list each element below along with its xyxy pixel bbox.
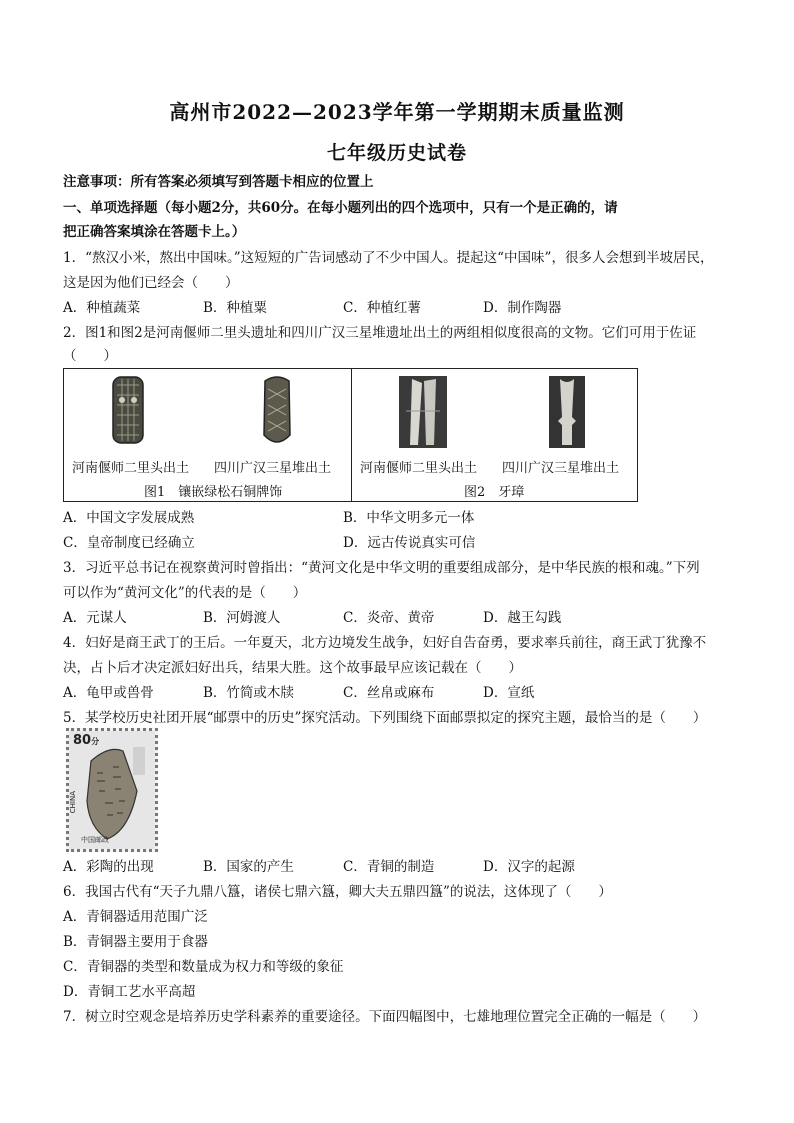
figure-divider: [351, 369, 352, 501]
q6-option-c: C．青铜器的类型和数量成为权力和等级的象征: [63, 959, 344, 975]
q3-option-d: D．越王勾践: [483, 610, 562, 626]
turquoise-plaque-erlitou-image: [110, 375, 146, 447]
stamp-country-en: CHINA: [69, 791, 77, 814]
q4-option-d: D．宣纸: [483, 685, 535, 701]
oracle-bone-image: [69, 731, 155, 849]
q4-option-b: B．竹简或木牍: [203, 685, 294, 701]
q6-stem-line1: 6．我国古代有“天子九鼎八簋，诸侯七鼎六簋，卿大夫五鼎四簋”的说法，这体现了（ ）: [63, 884, 612, 900]
q7-stem-line1: 7．树立时空观念是培养历史学科素养的重要途径。下面四幅图中，七雄地理位置完全正确的一幅是（ ）: [63, 1009, 707, 1025]
notice: 注意事项：所有答案必须填写到答题卡相应的位置上: [63, 174, 374, 190]
q5-option-a: A．彩陶的出现: [63, 859, 154, 875]
q2-stem-line1: 2．图1和图2是河南偃师二里头遗址和四川广汉三星堆遗址出土的两组相似度很高的文物。它们可用于佐证: [63, 325, 697, 341]
fig1-caption-right: 四川广汉三星堆出土: [214, 461, 332, 476]
q3-stem-line2: 可以作为“黄河文化”的代表的是（ ）: [63, 585, 307, 601]
stamp-country-zh: 中国邮政: [81, 836, 109, 844]
q3-option-b: B．河姆渡人: [203, 610, 281, 626]
q4-option-c: C．丝帛或麻布: [343, 685, 435, 701]
exam-subtitle: 七年级历史试卷: [326, 142, 467, 164]
q6-option-a: A．青铜器适用范围广泛: [63, 909, 208, 925]
fig1-caption: 图1 镶嵌绿松石铜牌饰: [144, 485, 283, 500]
q4-stem-line2: 决，占卜后才决定派妇好出兵，结果大胜。这个故事最早应该记载在（ ）: [63, 660, 522, 676]
q1-stem-line2: 这是因为他们已经会（ ）: [63, 275, 239, 291]
fig2-caption-left: 河南偃师二里头出土: [360, 461, 478, 476]
q3-option-c: C．炎帝、黄帝: [343, 610, 435, 626]
oracle-bone-stamp: [66, 728, 158, 852]
q1-option-d: D．制作陶器: [483, 300, 562, 316]
fig1-caption-left: 河南偃师二里头出土: [72, 461, 190, 476]
stamp-unit: 分: [91, 737, 100, 746]
yazhang-sanxingdui-image: [548, 375, 586, 449]
q5-option-b: B．国家的产生: [203, 859, 294, 875]
q5-option-d: D．汉字的起源: [483, 859, 575, 875]
q6-option-d: D．青铜工艺水平高超: [63, 984, 196, 1000]
section-heading-line1: 一、单项选择题（每小题2分，共60分。在每小题列出的四个选项中，只有一个是正确的，请: [63, 200, 618, 216]
q2-stem-line2: （ ）: [63, 348, 117, 364]
q2-option-a: A．中国文字发展成熟: [63, 510, 195, 526]
section-heading-line2: 把正确答案填涂在答题卡上。）: [63, 224, 246, 240]
q5-stem-line1: 5．某学校历史社团开展“邮票中的历史”探究活动。下列围绕下面邮票拟定的探究主题，最恰当的是（ ）: [63, 710, 707, 726]
q6-option-b: B．青铜器主要用于食器: [63, 934, 208, 950]
q5-option-c: C．青铜的制造: [343, 859, 435, 875]
q1-option-a: A．种植蔬菜: [63, 300, 141, 316]
q4-stem-line1: 4．妇好是商王武丁的王后。一年夏天，北方边境发生战争，妇好自告奋勇，要求率兵前往，商王武丁犹豫不: [63, 635, 707, 651]
q3-option-a: A．元谋人: [63, 610, 127, 626]
q3-stem-line1: 3．习近平总书记在视察黄河时曾指出：“黄河文化是中华文明的重要组成部分，是中华民族的根和魂。”下列: [63, 560, 700, 576]
fig2-caption-right: 四川广汉三星堆出土: [502, 461, 620, 476]
q1-option-c: C．种植红薯: [343, 300, 421, 316]
q2-option-d: D．远古传说真实可信: [343, 535, 476, 551]
q2-figure-table: [63, 368, 638, 502]
fig2-caption: 图2 牙璋: [464, 485, 525, 500]
stamp-value: 80: [73, 733, 92, 748]
yazhang-erlitou-image: [398, 375, 448, 449]
q2-option-b: B．中华文明多元一体: [343, 510, 475, 526]
exam-title: 高州市2022—2023学年第一学期期末质量监测: [169, 100, 625, 124]
q1-option-b: B．种植粟: [203, 300, 267, 316]
q1-stem-line1: 1．“熬汉小米，熬出中国味。”这短短的广告词感动了不少中国人。提起这“中国味”，很多人会想到半坡居民，: [63, 250, 714, 266]
q2-option-c: C．皇帝制度已经确立: [63, 535, 195, 551]
turquoise-plaque-sanxingdui-image: [260, 375, 294, 447]
q4-option-a: A．龟甲或兽骨: [63, 685, 154, 701]
